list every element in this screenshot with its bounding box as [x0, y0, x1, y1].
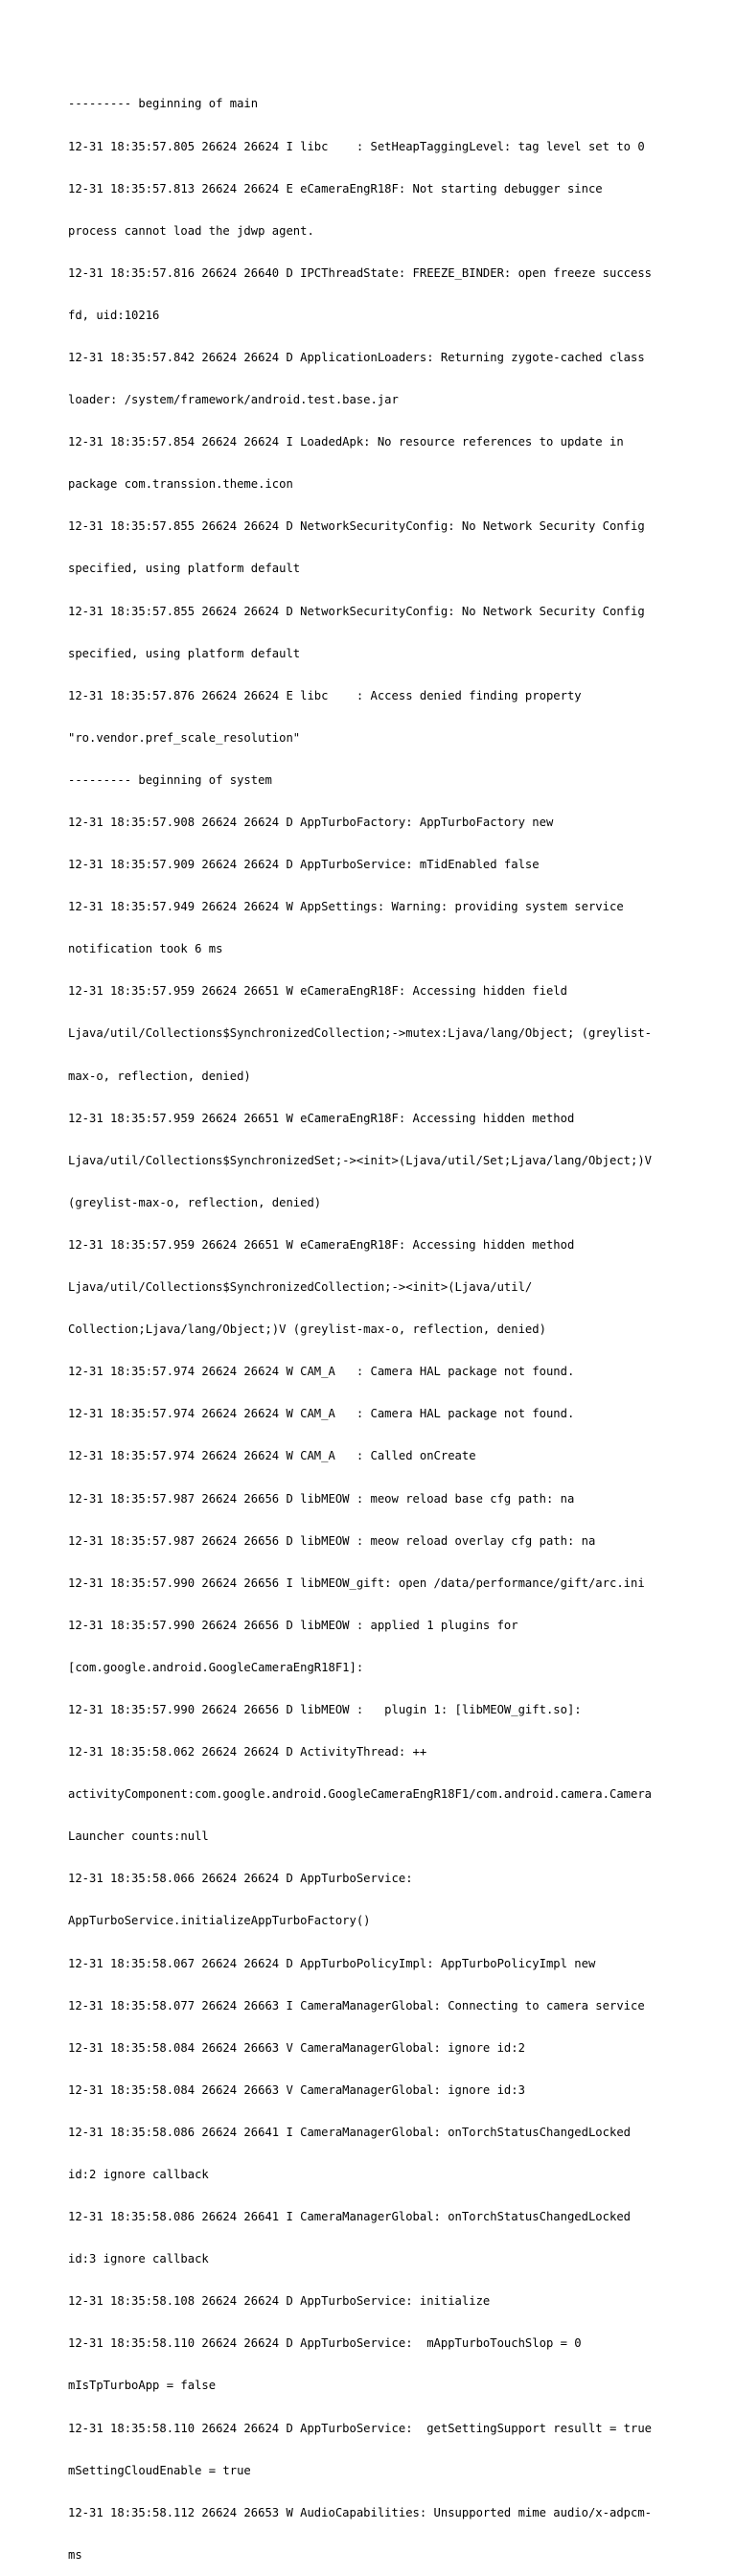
log-line: 12-31 18:35:58.112 26624 26653 W AudioCapabilities: Unsupported mime audio/x-adpcm- — [68, 2505, 653, 2519]
log-line: ms — [68, 2547, 82, 2562]
log-line: --------- beginning of main — [68, 97, 259, 111]
log-line: 12-31 18:35:57.959 26624 26651 W eCameraEngR18F: Accessing hidden method — [68, 1237, 575, 1252]
log-line: 12-31 18:35:57.990 26624 26656 I libMEOW_gift: open /data/performance/gift/arc.ini — [68, 1576, 645, 1590]
log-line: AppTurboService.initializeAppTurboFactory() — [68, 1914, 371, 1928]
log-line: (greylist-max-o, reflection, denied) — [68, 1195, 322, 1209]
log-line: 12-31 18:35:58.086 26624 26641 I CameraManagerGlobal: onTorchStatusChangedLocked — [68, 2210, 631, 2224]
log-line: 12-31 18:35:58.077 26624 26663 I CameraManagerGlobal: Connecting to camera service — [68, 1998, 645, 2012]
log-line: 12-31 18:35:57.974 26624 26624 W CAM_A : Camera HAL package not found. — [68, 1365, 575, 1379]
log-line: max-o, reflection, denied) — [68, 1069, 251, 1083]
log-line: 12-31 18:35:57.987 26624 26656 D libMEOW : meow reload base cfg path: na — [68, 1491, 575, 1506]
log-line: Launcher counts:null — [68, 1829, 209, 1844]
log-line: 12-31 18:35:57.949 26624 26624 W AppSettings: Warning: providing system service — [68, 900, 624, 914]
log-line: "ro.vendor.pref_scale_resolution" — [68, 730, 301, 745]
log-line: 12-31 18:35:57.959 26624 26651 W eCameraEngR18F: Accessing hidden field — [68, 984, 567, 999]
log-line: 12-31 18:35:58.084 26624 26663 V CameraManagerGlobal: ignore id:3 — [68, 2082, 525, 2097]
log-line: Ljava/util/Collections$SynchronizedCollection;-><init>(Ljava/util/ — [68, 1280, 533, 1295]
log-line: 12-31 18:35:58.108 26624 26624 D AppTurboService: initialize — [68, 2294, 491, 2309]
log-line: 12-31 18:35:57.855 26624 26624 D NetworkSecurityConfig: No Network Security Config — [68, 604, 645, 618]
log-line: Collection;Ljava/lang/Object;)V (greylist-max-o, reflection, denied) — [68, 1322, 546, 1337]
log-line: loader: /system/framework/android.test.base.jar — [68, 393, 399, 407]
log-line: 12-31 18:35:57.990 26624 26656 D libMEOW : plugin 1: [libMEOW_gift.so]: — [68, 1702, 582, 1716]
log-line: 12-31 18:35:58.067 26624 26624 D AppTurboPolicyImpl: AppTurboPolicyImpl new — [68, 1956, 596, 1970]
log-line: 12-31 18:35:58.110 26624 26624 D AppTurboService: getSettingSupport resullt = true — [68, 2421, 653, 2435]
log-line: notification took 6 ms — [68, 942, 223, 956]
log-line: mSettingCloudEnable = true — [68, 2463, 251, 2477]
log-line: 12-31 18:35:58.066 26624 26624 D AppTurboService: — [68, 1872, 413, 1886]
log-line: process cannot load the jdwp agent. — [68, 223, 314, 238]
log-line: [com.google.android.GoogleCameraEngR18F1]: — [68, 1660, 364, 1674]
log-line: fd, uid:10216 — [68, 308, 160, 322]
log-line: 12-31 18:35:57.813 26624 26624 E eCameraEngR18F: Not starting debugger since — [68, 181, 603, 196]
log-line: 12-31 18:35:57.805 26624 26624 I libc : SetHeapTaggingLevel: tag level set to 0 — [68, 139, 645, 153]
log-line: 12-31 18:35:57.974 26624 26624 W CAM_A : Camera HAL package not found. — [68, 1407, 575, 1421]
log-line: 12-31 18:35:57.816 26624 26640 D IPCThreadState: FREEZE_BINDER: open freeze success — [68, 265, 653, 280]
log-line: --------- beginning of system — [68, 772, 272, 787]
log-line: 12-31 18:35:57.987 26624 26656 D libMEOW : meow reload overlay cfg path: na — [68, 1533, 596, 1548]
log-line: 12-31 18:35:57.959 26624 26651 W eCameraEngR18F: Accessing hidden method — [68, 1111, 575, 1125]
log-line: 12-31 18:35:57.908 26624 26624 D AppTurboFactory: AppTurboFactory new — [68, 816, 554, 829]
log-line: 12-31 18:35:58.062 26624 26624 D ActivityThread: ++ — [68, 1745, 427, 1760]
log-line: 12-31 18:35:58.110 26624 26624 D AppTurboService: mAppTurboTouchSlop = 0 — [68, 2336, 582, 2351]
log-line: mIsTpTurboApp = false — [68, 2379, 217, 2393]
log-line: 12-31 18:35:57.974 26624 26624 W CAM_A : Called onCreate — [68, 1449, 476, 1463]
log-line: 12-31 18:35:58.084 26624 26663 V CameraManagerGlobal: ignore id:2 — [68, 2040, 525, 2055]
log-line: Ljava/util/Collections$SynchronizedCollection;->mutex:Ljava/lang/Object; (greylist- — [68, 1026, 653, 1041]
log-line: activityComponent:com.google.android.GoogleCameraEngR18F1/com.android.camera.Camera — [68, 1787, 653, 1802]
log-line: id:3 ignore callback — [68, 2252, 209, 2266]
log-line: 12-31 18:35:57.876 26624 26624 E libc : Access denied finding property — [68, 688, 582, 702]
log-line: specified, using platform default — [68, 562, 301, 576]
log-line: id:2 ignore callback — [68, 2168, 209, 2181]
log-line: 12-31 18:35:57.842 26624 26624 D ApplicationLoaders: Returning zygote-cached class — [68, 350, 645, 364]
log-line: 12-31 18:35:57.909 26624 26624 D AppTurboService: mTidEnabled false — [68, 858, 540, 872]
log-text-block — [68, 69, 681, 2576]
log-line: Ljava/util/Collections$SynchronizedSet;-><init>(Ljava/util/Set;Ljava/lang/Object;)V — [68, 1153, 653, 1167]
log-line: package com.transsion.theme.icon — [68, 477, 293, 492]
log-line: specified, using platform default — [68, 646, 301, 660]
log-line: 12-31 18:35:57.855 26624 26624 D NetworkSecurityConfig: No Network Security Config — [68, 519, 645, 534]
log-line: 12-31 18:35:58.086 26624 26641 I CameraManagerGlobal: onTorchStatusChangedLocked — [68, 2125, 631, 2139]
log-line: 12-31 18:35:57.854 26624 26624 I LoadedApk: No resource references to update in — [68, 435, 624, 449]
log-line: 12-31 18:35:57.990 26624 26656 D libMEOW : applied 1 plugins for — [68, 1618, 518, 1632]
